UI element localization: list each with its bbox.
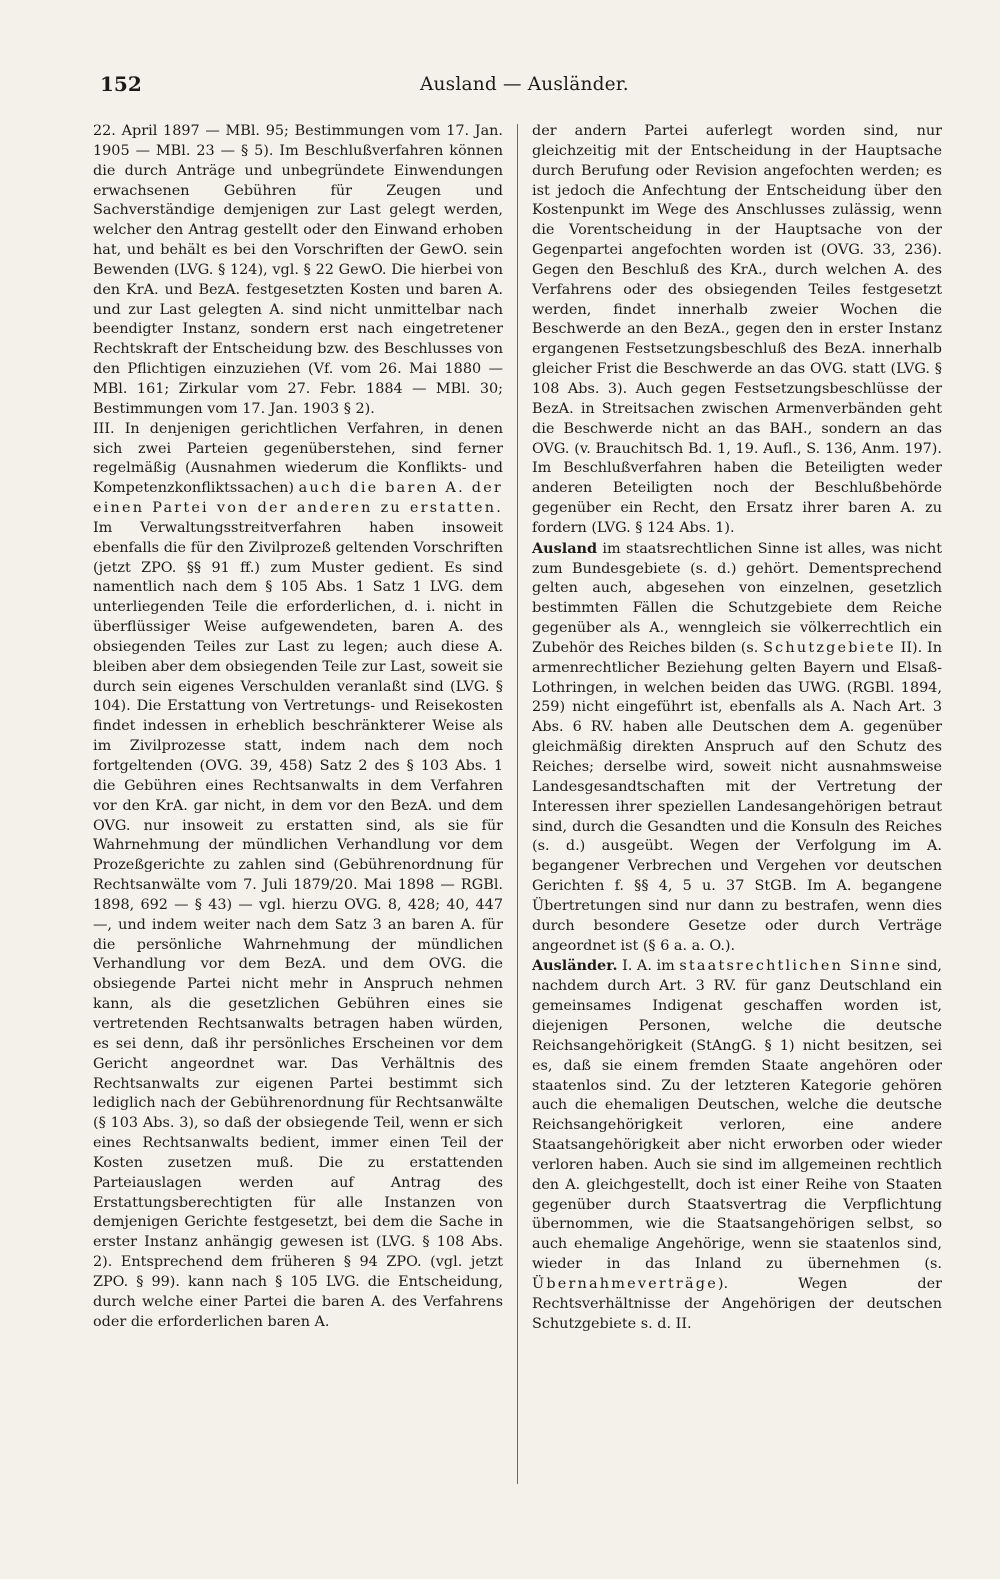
entry-ausland-text-b: II). In armenrechtlicher Beziehung gelten Bayern und Elsaß-Lothringen, in welchen beiden das UWG. (RGBl. 1894, 259) nicht eingeführt ist, ebenfalls als A. Nach Art. 3 Abs. 6 RV. haben alle Deutschen dem A. gegenüber gleichmäßig direkten Anspruch auf den Schutz des Reiches; derselbe wird, soweit nicht ausnahmsweise Landesgesandtschaften mit der Vertretung der Interessen ihrer speziellen Landesangehörigen betraut sind, durch die Gesandten und die Konsuln des Reiches (s. d.) ausgeübt. Wegen der Verfolgung im A. begangener Verbrechen und Vergehen vor deutschen Gerichten f. §§ 4, 5 u. 37 StGB. Im A. begangene Übertretungen sind nur dann zu bestrafen, wenn dies durch besondere Gesetze oder durch Verträge angeordnet ist (§ 6 a. a. O.).	[532, 639, 942, 954]
left-column	[93, 122, 503, 1332]
entry-ausland	[532, 539, 942, 957]
cross-reference-schutzgebiete: Schutzgebiete	[763, 639, 896, 656]
spaced-emphasis-staatsrechtlich: staatsrechtlichen Sinne	[679, 958, 903, 975]
cross-reference-uebernahmevertraege: Übernahmeverträge	[532, 1275, 718, 1292]
left-paragraph-1: 22. April 1897 — MBl. 95; Bestimmungen vom 17. Jan. 1905 — MBl. 23 — § 5). Im Beschlußverfahren können die durch Anträge und unbegründete Einwendungen erwachsenen Gebühren für Zeugen und Sachverständige demjenigen zur Last gelegt werden, welcher den Antrag gestellt oder den Einwand erhoben hat, und behält es bei den Vorschriften der GewO. sein Bewenden (LVG. § 124), vgl. § 22 GewO. Die hierbei von den KrA. und BezA. festgesetzten Kosten und baren A. und zur Last gelegten A. sind nicht unmittelbar nach beendigter Instanz, sondern erst nach eingetretener Rechtskraft der Entscheidung bzw. des Beschlusses von den Pflichtigen einzuziehen (Vf. vom 26. Mai 1880 — MBl. 161; Zirkular vom 27. Febr. 1884 — MBl. 30; Bestimmungen vom 17. Jan. 1903 § 2).	[93, 123, 503, 417]
right-column	[532, 122, 942, 1334]
column-divider	[517, 124, 518, 1484]
entry-auslaender-text-c: ). Wegen der Rechtsverhältnisse der Angehörigen der deutschen Schutzgebiete s. d. II.	[532, 1275, 942, 1332]
entry-ausland-text-a: im staatsrechtlichen Sinne ist alles, was nicht zum Bundesgebiete (s. d.) gehört. Dementsprechend gelten auch, abgesehen von einzelnen, gesetzlich bestimmten Fällen die Schutzgebiete dem Reiche gegenüber als A., wenngleich sie völkerrechtlich ein Zubehör des Reiches bilden (s.	[532, 540, 942, 656]
entry-auslaender-text-b: sind, nachdem durch Art. 3 RV. für ganz Deutschland ein gemeinsames Indigenat geschaffen worden ist, diejenigen Personen, welche die deutsche Reichsangehörigkeit (StAngG. § 1) nicht besitzen, sei es, daß sie einem fremden Staate angehören oder staatenlos sind. Zu der letzteren Kategorie gehören auch die ehemaligen Deutschen, welche die deutsche Reichsangehörigkeit verloren, eine andere Staatsangehörigkeit aber nicht erworben oder wieder verloren haben. Auch sie sind im allgemeinen rechtlich den A. gleichgestellt, doch ist einer Reihe von Staaten gegenüber durch Staatsvertrag die Verpflichtung übernommen, wie die Staatsangehörigen selbst, so auch ehemalige Angehörige, wenn sie staatenlos sind, wieder in das Inland zu übernehmen (s.	[532, 958, 942, 1273]
page-number: 152	[100, 72, 142, 96]
entry-term-ausland: Ausland	[532, 539, 598, 557]
running-head: Ausland — Ausländer.	[420, 74, 629, 95]
entry-term-auslaender: Ausländer.	[532, 957, 618, 975]
entry-auslaender	[532, 956, 942, 1334]
entry-auslaender-text-a: I. A. im	[617, 958, 680, 975]
spaced-emphasis: auch die baren A. der einen Partei von der anderen zu erstatten.	[93, 480, 503, 517]
left-paragraph-2-text-a: III. In denjenigen gerichtlichen Verfahren, in denen sich zwei Parteien gegenüberstehen, sind ferner regelmäßig (Ausnahmen wiederum die Konflikts- und Kompetenzkonfliktssachen)	[93, 420, 503, 497]
page-header	[100, 72, 930, 106]
left-paragraph-2	[93, 420, 503, 1333]
right-paragraph-1: der andern Partei auferlegt worden sind, nur gleichzeitig mit der Entscheidung in der Hauptsache durch Berufung oder Revision angefochten werden; es ist jedoch die Anfechtung der Entscheidung über den Kostenpunkt im Wege des Anschlusses zulässig, wenn die Vorentscheidung in der Hauptsache von der Gegenpartei angefochten worden ist (OVG. 33, 236). Gegen den Beschluß des KrA., durch welchen A. des Verfahrens oder des obsiegenden Teiles festgesetzt werden, findet innerhalb zweier Wochen die Beschwerde an den BezA., gegen den in erster Instanz ergangenen Festsetzungsbeschluß des BezA. innerhalb gleicher Frist die Beschwerde an das OVG. statt (LVG. § 108 Abs. 3). Auch gegen Festsetzungsbeschlüsse der BezA. in Streitsachen zwischen Armenverbänden geht die Beschwerde nicht an das BAH., sondern an das OVG. (v. Brauchitsch Bd. 1, 19. Aufl., S. 136, Anm. 197). Im Beschlußverfahren haben die Beteiligten weder anderen Beteiligten noch der Beschlußbehörde gegenüber ein Recht, den Ersatz ihrer baren A. zu fordern (LVG. § 124 Abs. 1).	[532, 123, 942, 536]
left-paragraph-2-text-b: Im Verwaltungsstreitverfahren haben insoweit ebenfalls die für den Zivilprozeß geltenden Vorschriften (jetzt ZPO. §§ 91 ff.) zum Muster gedient. Es sind namentlich nach dem § 105 Abs. 1 Satz 1 LVG. dem unterliegenden Teile die erforderlichen, d. i. nicht in überflüssiger Weise aufgewendeten, baren A. des obsiegenden Teiles zur Last zu legen; auch diese A. bleiben aber dem obsiegenden Teile zur Last, soweit sie durch sein eigenes Verschulden veranlaßt sind (LVG. § 104). Die Erstattung von Vertretungs- und Reisekosten findet indessen in erheblich beschränkterer Weise als im Zivilprozesse statt, indem nach dem noch fortgeltenden (OVG. 39, 458) Satz 2 des § 103 Abs. 1 die Gebühren eines Rechtsanwalts in dem Verfahren vor den KrA. gar nicht, in dem vor den BezA. und dem OVG. nur insoweit zu erstatten sind, als sie für Wahrnehmung der mündlichen Verhandlung vor dem Prozeßgerichte zu zahlen sind (Gebührenordnung für Rechtsanwälte vom 7. Juli 1879/20. Mai 1898 — RGBl. 1898, 692 — § 43) — vgl. hierzu OVG. 8, 428; 40, 447 —, und indem weiter nach dem Satz 3 an baren A. für die persönliche Wahrnehmung der mündlichen Verhandlung vor dem BezA. und dem OVG. die obsiegende Partei nicht mehr in Anspruch nehmen kann, als die gesetzlichen Gebühren eines sie vertretenden Rechtsanwalts betragen haben würden, es sei denn, daß ihr persönliches Erscheinen vor dem Gericht angeordnet war. Das Verhältnis des Rechtsanwalts zur eigenen Partei bestimmt sich lediglich nach der Gebührenordnung für Rechtsanwälte (§ 103 Abs. 3), so daß der obsiegende Teil, wenn er sich eines Rechtsanwalts bedient, immer einen Teil der Kosten zusetzen muß. Die zu erstattenden Parteiauslagen werden auf Antrag des Erstattungsberechtigten für alle Instanzen von demjenigen Gerichte festgesetzt, bei dem die Sache in erster Instanz anhängig gewesen ist (LVG. § 108 Abs. 2). Entsprechend dem früheren § 94 ZPO. (vgl. jetzt ZPO. § 99). kann nach § 105 LVG. die Entscheidung, durch welche einer Partei die baren A. des Verfahrens oder die erforderlichen baren A.	[93, 519, 503, 1330]
